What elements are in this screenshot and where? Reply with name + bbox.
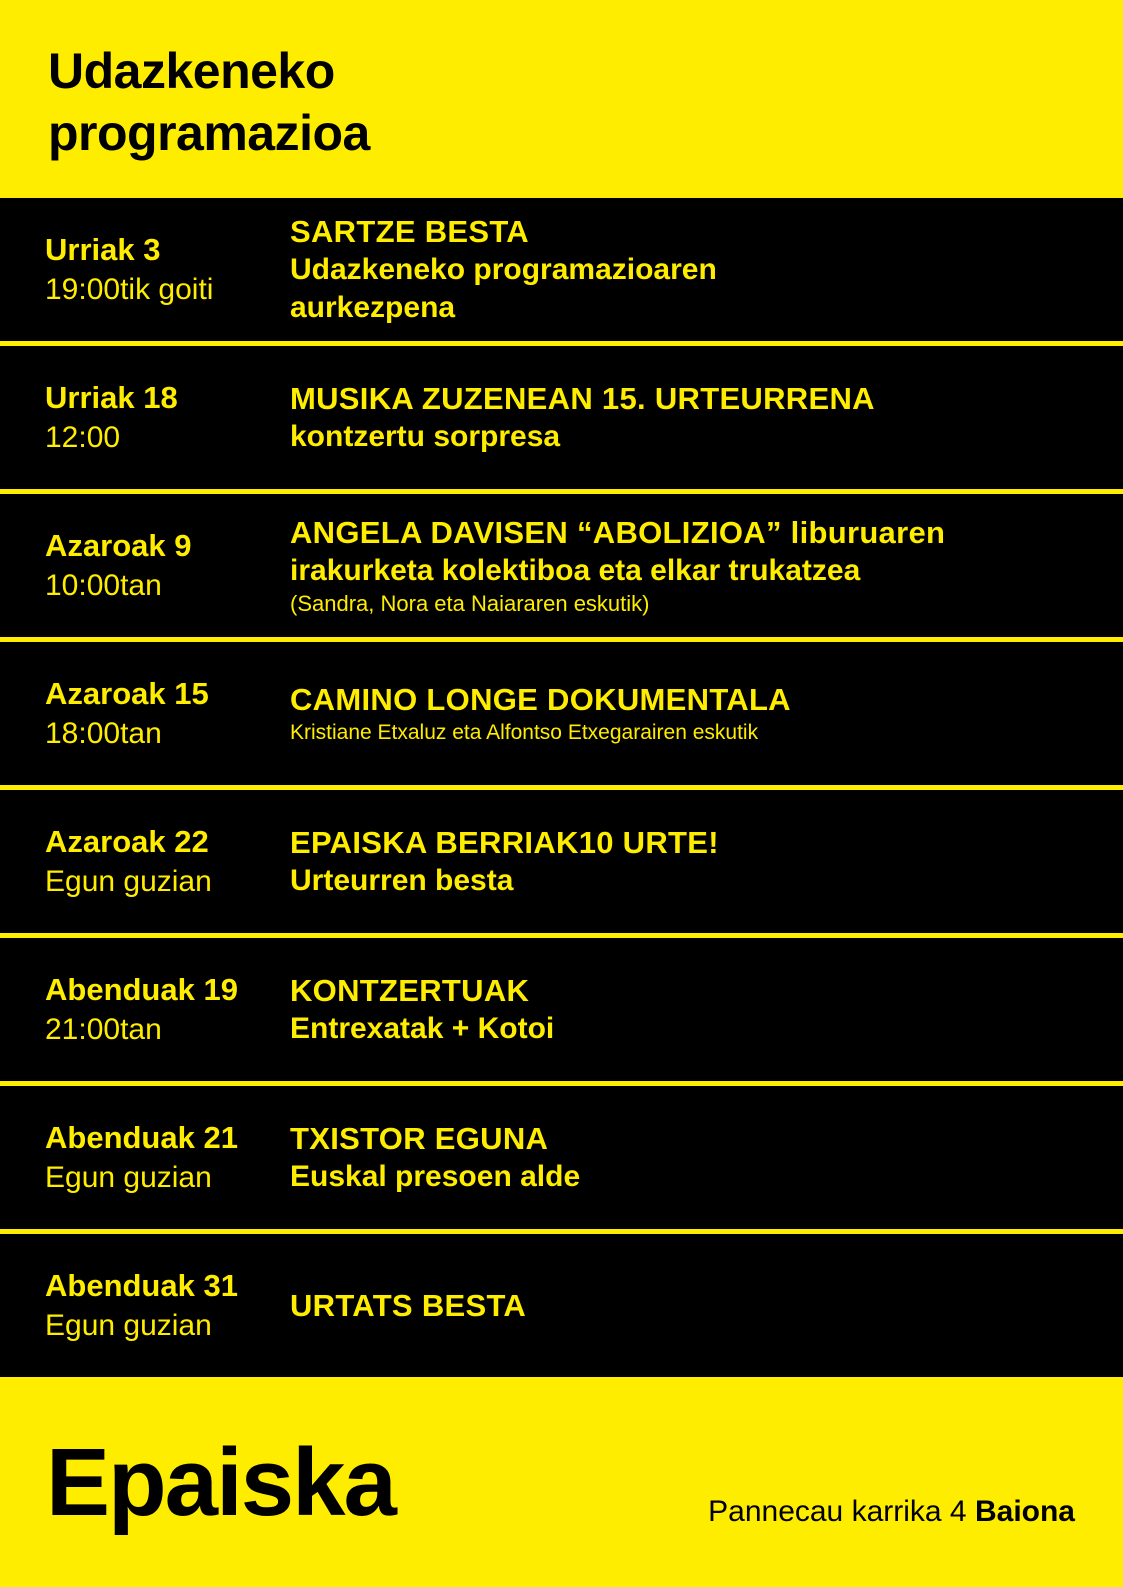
event-title: EPAISKA BERRIAK10 URTE! — [290, 824, 719, 860]
event-date: Abenduak 21 — [45, 1119, 238, 1155]
event-title: TXISTOR EGUNA — [290, 1120, 549, 1156]
event-details — [290, 642, 1100, 785]
event-datetime — [45, 938, 275, 1081]
schedule-row — [0, 1086, 1123, 1229]
schedule-row — [0, 938, 1123, 1081]
event-title: URTATS BESTA — [290, 1287, 527, 1323]
city-name: Baiona — [974, 1495, 1075, 1528]
event-time: 19:00tik goiti — [45, 272, 214, 306]
page-title-line-2: programazioa — [48, 105, 370, 161]
event-time: 18:00tan — [45, 716, 162, 750]
schedule-row — [0, 346, 1123, 489]
event-date: Azaroak 15 — [45, 675, 209, 711]
page-title-line-1: Udazkeneko — [48, 43, 335, 99]
event-subtitle: Urteurren besta — [290, 863, 514, 897]
event-title: SARTZE BESTA — [290, 213, 529, 249]
event-subtitle: Euskal presoen alde — [290, 1159, 581, 1193]
schedule-row — [0, 494, 1123, 637]
event-details — [290, 346, 1100, 489]
schedule-row — [0, 1234, 1123, 1377]
event-title: KONTZERTUAK — [290, 972, 530, 1008]
event-datetime — [45, 642, 275, 785]
schedule-row — [0, 642, 1123, 785]
event-details — [290, 790, 1100, 933]
event-details — [290, 1086, 1100, 1229]
venue-address — [708, 1492, 1075, 1532]
event-time: Egun guzian — [45, 864, 212, 898]
event-details — [290, 198, 1100, 341]
event-datetime — [45, 1086, 275, 1229]
event-time: Egun guzian — [45, 1160, 212, 1194]
event-date: Urriak 18 — [45, 379, 178, 415]
event-details — [290, 938, 1100, 1081]
event-time: 12:00 — [45, 420, 121, 454]
epaiska-logo: Epaiska — [46, 1429, 395, 1536]
event-title: MUSIKA ZUZENEAN 15. URTEURRENA — [290, 380, 875, 416]
event-subtitle: kontzertu sorpresa — [290, 419, 561, 453]
schedule-list — [0, 198, 1123, 1382]
event-time: 10:00tan — [45, 568, 162, 602]
event-date: Urriak 3 — [45, 231, 161, 267]
street-address: Pannecau karrika 4 — [708, 1495, 967, 1528]
event-date: Abenduak 19 — [45, 971, 238, 1007]
event-details — [290, 1234, 1100, 1377]
event-title: CAMINO LONGE DOKUMENTALA — [290, 681, 791, 717]
event-time: 21:00tan — [45, 1012, 162, 1046]
event-date: Azaroak 22 — [45, 823, 209, 859]
event-note: Kristiane Etxaluz eta Alfontso Etxegarairen eskutik — [290, 720, 759, 744]
event-subtitle: aurkezpena — [290, 290, 456, 324]
event-date: Abenduak 31 — [45, 1267, 238, 1303]
event-subtitle: Entrexatak + Kotoi — [290, 1011, 555, 1045]
event-datetime — [45, 494, 275, 637]
event-title: ANGELA DAVISEN “ABOLIZIOA” liburuaren — [290, 514, 946, 550]
page-title — [48, 40, 370, 164]
event-time: Egun guzian — [45, 1308, 212, 1342]
event-note: (Sandra, Nora eta Naiararen eskutik) — [290, 590, 650, 616]
event-datetime — [45, 198, 275, 341]
event-details — [290, 494, 1100, 637]
event-subtitle: Udazkeneko programazioaren — [290, 252, 717, 286]
schedule-row — [0, 198, 1123, 341]
event-datetime — [45, 790, 275, 933]
event-datetime — [45, 346, 275, 489]
event-datetime — [45, 1234, 275, 1377]
event-date: Azaroak 9 — [45, 527, 192, 563]
schedule-row — [0, 790, 1123, 933]
event-subtitle: irakurketa kolektiboa eta elkar trukatzea — [290, 553, 861, 587]
